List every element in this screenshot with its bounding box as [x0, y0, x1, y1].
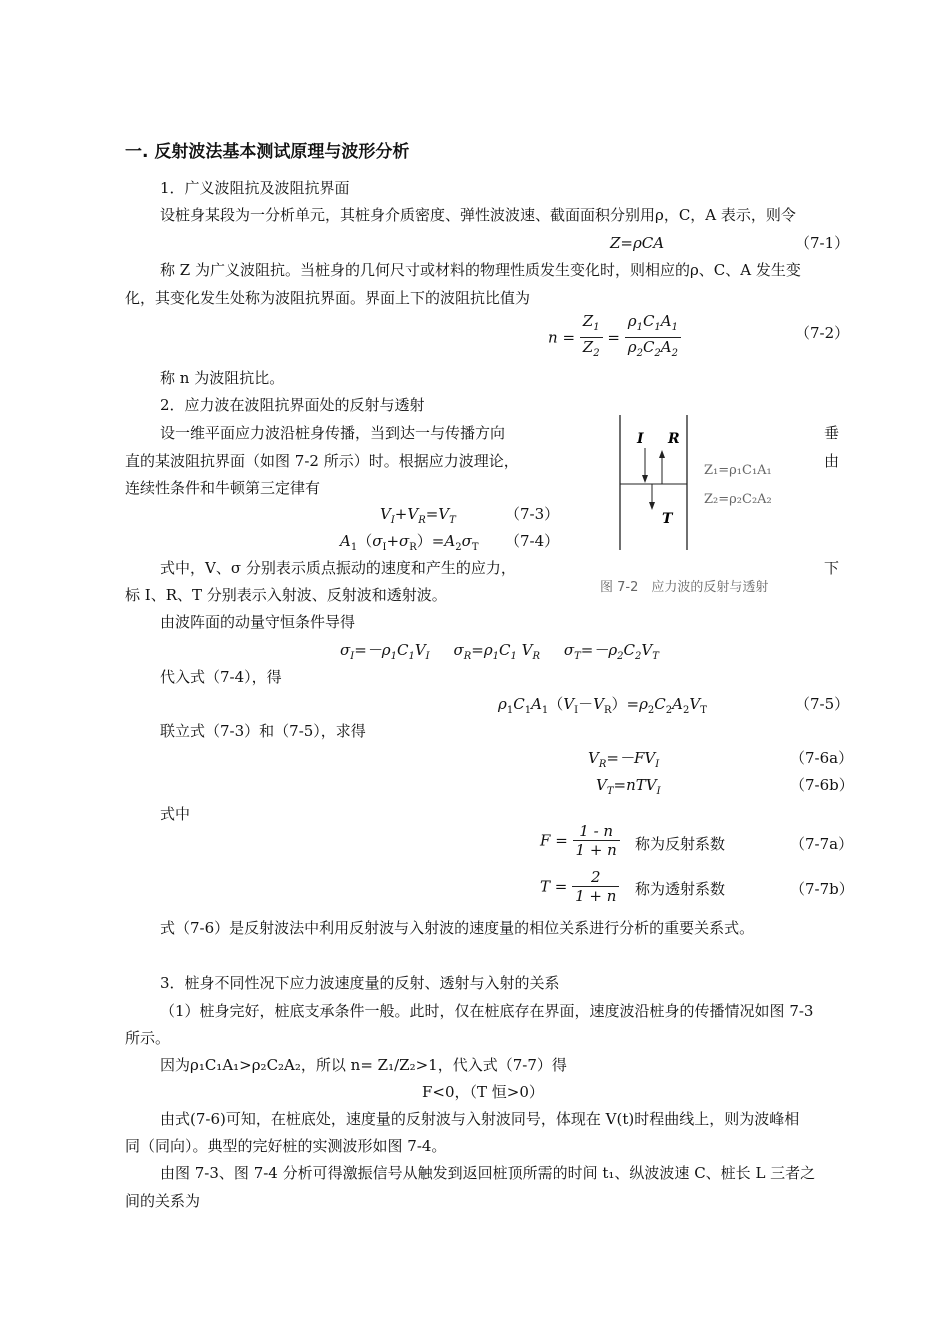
equation-number: （7-3） [505, 505, 560, 523]
equation-number: （7-7a） [790, 835, 854, 853]
reflected-wave-label: R [668, 431, 680, 447]
equation-number: （7-6a） [790, 749, 854, 767]
s2-paragraph-1a: 设一维平面应力波沿桩身传播，当到达一与传播方向 [160, 424, 506, 442]
equation-7-3: $V_I+V_R=V_T$ [380, 505, 456, 526]
equation-7-1: Z=ρCA [610, 234, 665, 252]
impedance-z2-label: Z₂=ρ₂C₂A₂ [704, 492, 772, 507]
equation-7-6a: $V_R=-FV_I$ [588, 749, 660, 770]
equation-7-7b: T = $\frac{2}{1 + n}$ [540, 868, 619, 905]
equation-number: （7-7b） [790, 880, 854, 898]
equation-7-7a: F = $\frac{1 - n}{1 + n}$ [540, 822, 620, 859]
equation-number: （7-5） [795, 695, 850, 713]
s3-paragraph-1a: （1）桩身完好，桩底支承条件一般。此时，仅在桩底存在界面，速度波沿桩身的传播情况如图 7-3 [160, 1002, 814, 1020]
s3-paragraph-2: 因为ρ₁C₁A₁>ρ₂C₂A₂，所以 n= Z₁/Z₂>1，代入式（7-7）得 [160, 1056, 567, 1074]
subsection-2-title: 2．应力波在波阻抗界面处的反射与透射 [160, 396, 425, 414]
s2-paragraph-2b: 标 I、R、T 分别表示入射波、反射波和透射波。 [125, 586, 447, 604]
s1-paragraph-3: 称 n 为波阻抗比。 [160, 369, 285, 387]
equation-7-5: $\rho_1C_1A_1(V_I-V_R)=\rho_2C_2A_2V_T$ [498, 695, 707, 716]
equation-number: （7-2） [795, 324, 850, 342]
s2-paragraph-2a: 式中，V、σ 分别表示质点振动的速度和产生的应力， [160, 559, 516, 577]
s1-paragraph-1: 设桩身某段为一分析单元，其桩身介质密度、弹性波波速、截面面积分别用ρ，C，A 表示，则令 [160, 206, 796, 224]
transmission-coefficient-label: 称为透射系数 [635, 880, 726, 898]
s2-paragraph-1b-end: 由 [824, 452, 840, 470]
equation-number: （7-4） [505, 532, 560, 550]
s1-paragraph-2b: 化，其变化发生处称为波阻抗界面。界面上下的波阻抗比值为 [125, 289, 531, 307]
s3-equation: F<0，（T 恒>0） [422, 1083, 544, 1101]
momentum-equations: $\sigma_I=-\rho_1C_1V_I$ $\sigma_R=\rho_1C_1$ $V_R$ $\sigma_T=-\rho_2C_2V_T$ [340, 641, 659, 662]
figure-7-2 [600, 408, 810, 603]
s2-paragraph-1b: 直的某波阻抗界面（如图 7-2 所示）时。根据应力波理论， [125, 452, 519, 470]
s2-paragraph-7: 式（7-6）是反射波法中利用反射波与入射波的速度量的相位关系进行分析的重要关系式。 [160, 919, 755, 937]
equation-number: （7-6b） [790, 776, 854, 794]
transmitted-wave-label: T [662, 511, 673, 527]
s2-paragraph-3: 由波阵面的动量守恒条件导得 [160, 613, 356, 631]
s3-paragraph-4a: 由图 7-3、图 7-4 分析可得激振信号从触发到返回桩顶所需的时间 t₁、纵波波速 C、桩长 L 三者之 [160, 1164, 816, 1182]
s3-paragraph-4b: 间的关系为 [125, 1192, 201, 1210]
equation-7-6b: $V_T=nTV_I$ [596, 776, 661, 797]
s1-paragraph-2a: 称 Z 为广义波阻抗。当桩身的几何尺寸或材料的物理性质发生变化时，则相应的ρ、C、A 发生变 [160, 261, 801, 279]
incident-wave-label: I [637, 431, 644, 447]
s2-paragraph-2a-end: 下 [824, 559, 840, 577]
equation-7-2: n = $\frac{Z_1}{Z_2}$ = $\frac{\rho_1C_1A_1}{\rho_2C_2A_2}$ [548, 312, 681, 363]
subsection-1-title: 1．广义波阻抗及波阻抗界面 [160, 179, 350, 197]
s3-paragraph-3b: 同（同向）。典型的完好桩的实测波形如图 7-4。 [125, 1137, 447, 1155]
subsection-3-title: 3．桩身不同性况下应力波速度量的反射、透射与入射的关系 [160, 974, 560, 992]
equation-number: （7-1） [795, 234, 850, 252]
s3-paragraph-1b: 所示。 [125, 1029, 171, 1047]
s2-paragraph-6: 式中 [160, 805, 191, 823]
section-heading: 一. 反射波法基本测试原理与波形分析 [125, 142, 410, 162]
s2-paragraph-1a-end: 垂 [824, 424, 840, 442]
s3-paragraph-3a: 由式(7-6)可知，在桩底处，速度量的反射波与入射波同号，体现在 V(t)时程曲线上，则为波峰相 [160, 1110, 800, 1128]
s2-paragraph-1c: 连续性条件和牛顿第三定律有 [125, 479, 321, 497]
figure-caption: 图 7-2 应力波的反射与透射 [600, 580, 769, 595]
impedance-z1-label: Z₁=ρ₁C₁A₁ [704, 463, 772, 478]
equation-7-4: $A_1(\sigma_I+\sigma_R)=A_2\sigma_T$ [340, 532, 479, 553]
s2-paragraph-4: 代入式（7-4），得 [160, 668, 282, 686]
s2-paragraph-5: 联立式（7-3）和（7-5），求得 [160, 722, 366, 740]
reflection-coefficient-label: 称为反射系数 [635, 835, 726, 853]
